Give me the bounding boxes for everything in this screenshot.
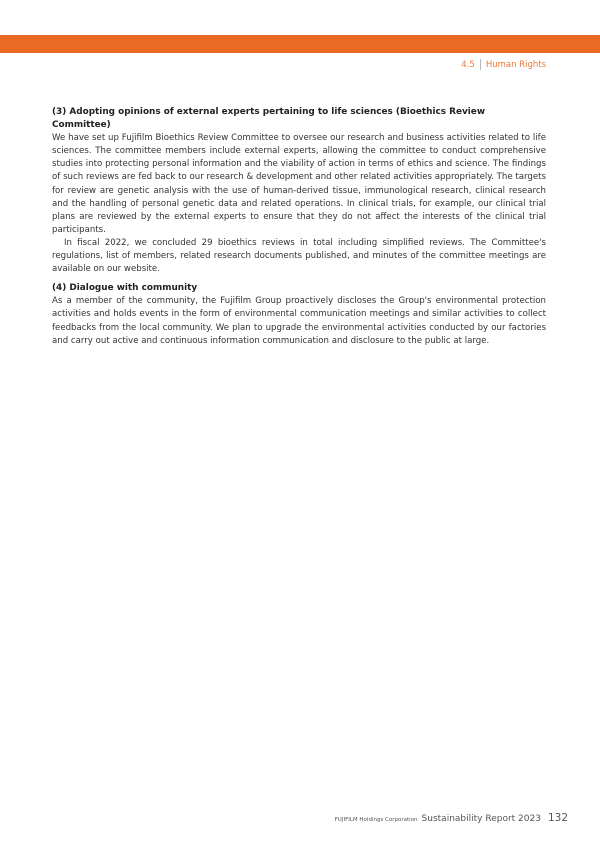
main-content — [52, 106, 546, 348]
section-heading-community: (4) Dialogue with community — [52, 283, 198, 294]
section-title: Human Rights — [485, 59, 546, 70]
header-accent-bar — [0, 35, 600, 53]
section-indicator — [461, 59, 546, 70]
paragraph: We have set up Fujifilm Bioethics Review Committee to oversee our research and business activities related to life sciences. The committee members include external experts, allowing the committee to conduct comprehensive studies into protecting personal information and the viability of action in terms of ethics and science. The findings of such reviews are fed back to our research & development and other related activities appropriately. The targets for review are genetic analysis with the use of human-derived tissue, immunological research, clinical research and the handling of personal genetic data and related operations. In clinical trials, for example, our clinical trial plans are reviewed by the external experts to ensure that they do not affect the interests of the clinical trial participants. — [52, 133, 546, 235]
corporation-name: FUJIFILM Holdings Corporation — [334, 817, 418, 823]
page-number: 132 — [547, 812, 568, 824]
report-title: Sustainability Report 2023 — [421, 814, 541, 824]
section-number: 4.5 — [461, 59, 475, 70]
paragraph: As a member of the community, the Fujifilm Group proactively discloses the Group's environmental protection activities and holds events in the form of environmental communication meetings and similar activities to collect feedbacks from the local community. We plan to upgrade the environmental activities conducted by our factories and carry out active and continuous information communication and disclosure to the public at large. — [52, 296, 546, 346]
section-heading-bioethics: (3) Adopting opinions of external experts pertaining to life sciences (Bioethics Review Committee) — [52, 107, 486, 131]
divider — [480, 59, 481, 70]
page-footer — [335, 812, 568, 824]
paragraph: In fiscal 2022, we concluded 29 bioethics reviews in total including simplified reviews. The Committee's regulations, list of members, related research documents published, and minutes of the committee meetings are available on our website. — [52, 237, 546, 275]
